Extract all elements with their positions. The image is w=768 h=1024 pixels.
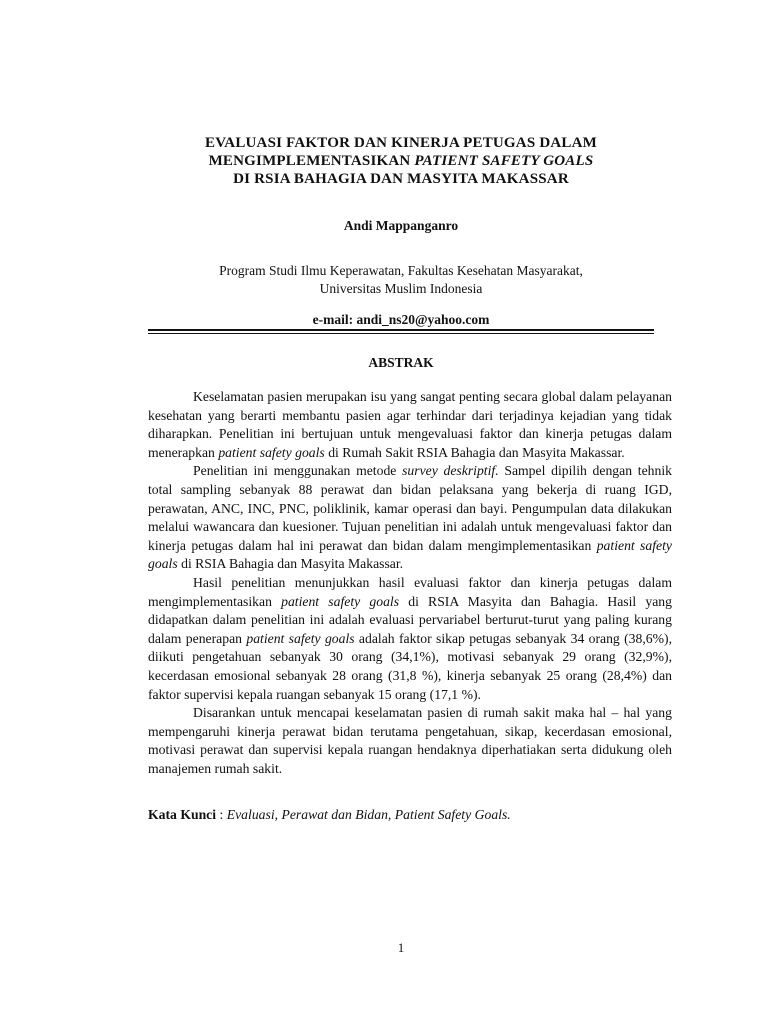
title-line-2-text: MENGIMPLEMENTASIKAN [208, 153, 415, 169]
author-email: e-mail: andi_ns20@yahoo.com [312, 312, 490, 327]
abstract-paragraph-3 [148, 574, 672, 704]
header-divider-thick [148, 329, 654, 331]
p3-text-a: Hasil penelitian menunjukkan hasil evaluasi faktor dan kinerja petugas dalam mengimplementasikan [148, 574, 672, 609]
affiliation-line-1: Program Studi Ilmu Keperawatan, Fakultas Kesehatan Masyarakat, [219, 263, 583, 278]
keywords-separator: : [216, 807, 227, 822]
paper-title [0, 134, 768, 188]
title-line-2-italic: PATIENT SAFETY GOALS [414, 153, 594, 169]
title-line-2 [0, 152, 768, 170]
p2-italic-2: patient safety goals [148, 537, 672, 572]
p2-text-b: Sampel dipilih dengan tehnik total sampling sebanyak 88 perawat dan bidan pelaksana yang bekerja di ruang IGD, perawatan, ANC, INC, PNC, poliklinik, kamar operasi dan bayi. Pengumpulan data dilakukan melalui wawancara dan kuesioner. Tujuan penelitian ini adalah untuk mengevaluasi faktor dan kinerja petugas dalam hal ini perawat dan bidan dalam mengimplementasikan [148, 463, 672, 553]
abstract-paragraph-4: Disarankan untuk mencapai keselamatan pasien di rumah sakit maka hal – hal yang mempengaruhi kinerja perawat bidan terutama pengetahuan, sikap, kecerdasan emosional, motivasi perawat dan supervisi kepala ruangan hendaknya diperhatiakan serta didukung oleh manajemen rumah sakit. [148, 705, 672, 776]
abstract-paragraph-1 [148, 388, 672, 462]
abstract-paragraph-2 [148, 462, 672, 574]
p1-text-b: di Rumah Sakit RSIA Bahagia dan Masyita Makassar. [324, 444, 625, 460]
p3-text-c: adalah faktor sikap petugas sebanyak 34 orang (38,6%), diikuti pengetahuan sebanyak 30 orang (34,1%), motivasi sebanyak 29 orang (32,9%), kecerdasan emosional sebanyak 28 orang (31,8 %), kinerja sebanyak 25 orang (28,4%) dan faktor supervisi kepala ruangan sebanyak 15 orang (17,1 %). [148, 630, 672, 702]
affiliation-line-2: Universitas Muslim Indonesia [319, 281, 483, 296]
p3-italic-2: patient safety goals [246, 630, 355, 646]
affiliation [0, 262, 768, 298]
title-line-1: EVALUASI FAKTOR DAN KINERJA PETUGAS DALAM [204, 135, 597, 151]
p2-italic-1: survey deskriptif. [402, 463, 499, 479]
p1-italic: patient safety goals [218, 444, 325, 460]
p3-text-b: di RSIA Masyita dan Bahagia. Hasil yang didapatkan dalam penelitian ini adalah evaluasi pervariabel berturut-turut yang paling kurang dalam penerapan [148, 593, 672, 646]
p2-text-c: di RSIA Bahagia dan Masyita Makassar. [177, 556, 404, 572]
title-line-3: DI RSIA BAHAGIA DAN MASYITA MAKASSAR [233, 171, 569, 187]
keywords-label: Kata Kunci [148, 807, 217, 822]
p2-text-a: Penelitian ini menggunakan metode [193, 463, 403, 479]
p3-italic-1: patient safety goals [281, 593, 400, 609]
page-number: 1 [397, 940, 405, 955]
p1-text-a: Keselamatan pasien merupakan isu yang sangat penting secara global dalam pelayanan kesehatan yang berarti membantu pasien agar terhindar dari terjadinya kejadian yang tidak diharapkan. Penelitian ini bertujuan untuk mengevaluasi faktor dan kinerja petugas dalam menerapkan [148, 389, 672, 460]
abstract-heading: ABSTRAK [368, 355, 434, 370]
author-name: Andi Mappanganro [343, 218, 459, 233]
header-divider-thin [148, 333, 654, 334]
keywords [148, 807, 668, 823]
keywords-value: Evaluasi, Perawat dan Bidan, Patient Safety Goals. [226, 807, 511, 822]
abstract-body [148, 388, 672, 778]
